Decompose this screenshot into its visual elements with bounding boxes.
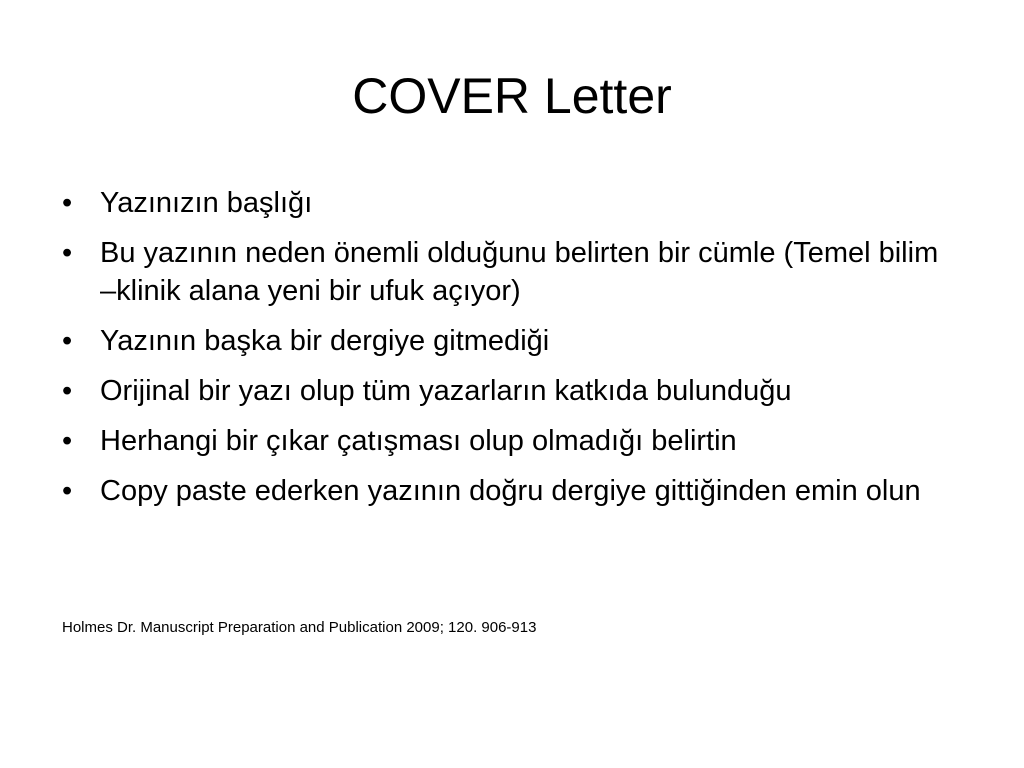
bullet-item <box>62 322 962 360</box>
bullet-icon: • <box>62 425 73 457</box>
citation-text: Holmes Dr. Manuscript Preparation and Publication 2009; 120. 906-913 <box>62 619 537 636</box>
slide-title: COVER Letter <box>352 68 672 124</box>
bullet-text: Yazının başka bir dergiye gitmediği <box>100 325 550 357</box>
bullet-icon: • <box>62 375 73 407</box>
bullet-text: Orijinal bir yazı olup tüm yazarların katkıda bulunduğu <box>100 375 792 407</box>
bullet-icon: • <box>62 325 73 357</box>
bullet-item <box>62 372 962 410</box>
bullet-icon: • <box>62 475 73 507</box>
bullet-item <box>62 472 962 510</box>
bullet-icon: • <box>62 237 73 269</box>
bullet-text: Yazınızın başlığı <box>100 187 313 219</box>
bullet-text: Herhangi bir çıkar çatışması olup olmadığı belirtin <box>100 425 737 457</box>
bullet-item <box>62 234 962 310</box>
bullet-list <box>62 184 962 522</box>
bullet-item <box>62 422 962 460</box>
bullet-text: Bu yazının neden önemli olduğunu belirten bir cümle (Temel bilim –klinik alana yeni bir ufuk açıyor) <box>100 237 939 307</box>
bullet-icon: • <box>62 187 73 219</box>
bullet-text: Copy paste ederken yazının doğru dergiye gittiğinden emin olun <box>100 475 921 507</box>
bullet-item <box>62 184 962 222</box>
